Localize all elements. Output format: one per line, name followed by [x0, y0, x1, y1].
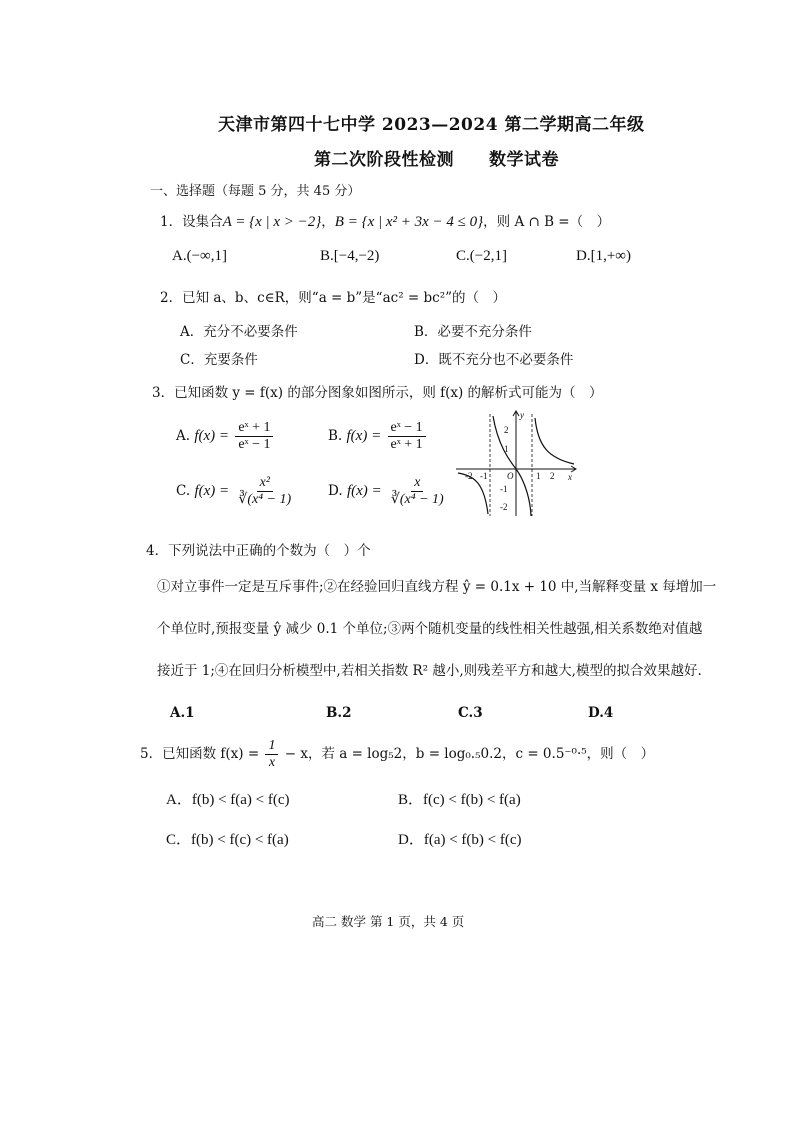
q3-option-b	[328, 420, 428, 453]
q1-option-a: A.(−∞,1]	[172, 248, 227, 264]
y-tick-neg1: -1	[500, 484, 508, 494]
q3-b-num: eˣ − 1	[388, 420, 426, 437]
y-axis-label: y	[520, 410, 524, 420]
q1-option-d: D.[1,+∞)	[576, 248, 631, 264]
q5-option-d: D．f(a) < f(b) < f(c)	[398, 832, 522, 848]
q1-set-b: B = {x | x² + 3x − 4 ≤ 0}	[334, 214, 484, 230]
q3-d-den: ∛(x⁴ − 1)	[390, 492, 444, 508]
q2-option-d: D．既不充分也不必要条件	[414, 352, 574, 368]
y-tick-1: 1	[504, 444, 509, 454]
question-1	[160, 210, 610, 231]
q3-d-num: x	[411, 475, 423, 492]
question-5	[140, 738, 654, 771]
q3-a-fraction	[235, 420, 273, 453]
q4-line-2: 个单位时,预报变量 ŷ 减少 0.1 个单位;③两个随机变量的线性相关性越强,相关系数绝对值越	[157, 621, 703, 637]
q5-den: x	[268, 755, 276, 771]
origin-label: O	[507, 471, 514, 481]
page-footer: 高二 数学 第 1 页，共 4 页	[312, 914, 465, 929]
q2-option-a: A．充分不必要条件	[180, 324, 298, 340]
q3-a-den: eˣ − 1	[238, 437, 271, 453]
q3-c-fraction	[235, 475, 294, 508]
q3-b-den: eˣ + 1	[390, 437, 423, 453]
q1-sep: ，	[321, 214, 335, 230]
x-tick-2: 2	[550, 471, 555, 481]
q4-option-b: B.2	[326, 705, 352, 721]
q1-option-c: C.(−2,1]	[456, 248, 507, 264]
x-tick-neg1: -1	[480, 471, 488, 481]
q3-function-graph	[452, 406, 582, 518]
exam-title: 天津市第四十七中学 2023—2024 第二学期高二年级	[218, 115, 645, 135]
question-2: 2．已知 a、b、c∈R，则“a = b”是“ac² = bc²”的（ ）	[160, 290, 507, 306]
q3-c-den: ∛(x⁴ − 1)	[238, 492, 292, 508]
y-tick-2: 2	[504, 425, 509, 435]
q5-fraction	[265, 738, 278, 771]
q2-option-c: C．充要条件	[180, 352, 258, 368]
q5-option-b: B．f(c) < f(b) < f(a)	[398, 792, 521, 808]
q3-c-label: C.	[176, 483, 191, 500]
q3-option-c	[176, 475, 296, 508]
section-heading: 一、选择题（每题 5 分，共 45 分）	[150, 184, 361, 199]
q3-c-num: x²	[257, 475, 273, 492]
q5-option-a: A．f(b) < f(a) < f(c)	[166, 792, 290, 808]
q4-line-3: 接近于 1;④在回归分析模型中,若相关指数 R² 越小,则残差平方和越大,模型的拟合效果越好.	[157, 663, 702, 679]
q2-option-b: B．必要不充分条件	[414, 324, 532, 340]
q5-prefix: 5．已知函数 f(x) =	[140, 746, 260, 763]
x-tick-neg2: -2	[465, 471, 473, 481]
curve-middle-branch	[493, 416, 531, 516]
q5-option-c: C．f(b) < f(c) < f(a)	[166, 832, 289, 848]
q4-option-c: C.3	[458, 705, 483, 721]
curve-right-branch	[535, 418, 574, 464]
x-axis-label: x	[568, 472, 572, 482]
q3-b-fraction	[388, 420, 426, 453]
q5-rest: − x，若 a = log₅2，b = log₀.₅0.2，c = 0.5⁻⁰·⁵，则（ ）	[284, 746, 655, 763]
exam-subtitle: 第二次阶段性检测 数学试卷	[314, 150, 559, 170]
q4-line-1: ①对立事件一定是互斥事件;②在经验回归直线方程 ŷ = 0.1x + 10 中,当解释变量 x 每增加一	[157, 579, 717, 595]
question-3: 3．已知函数 y = f(x) 的部分图象如图所示，则 f(x) 的解析式可能为（ ）	[152, 385, 603, 401]
q3-c-lhs: f(x) =	[194, 483, 230, 500]
q5-num: 1	[265, 738, 278, 755]
q1-prefix: 1．设集合	[160, 214, 223, 230]
q3-d-lhs: f(x) =	[346, 483, 382, 500]
question-4: 4．下列说法中正确的个数为（ ）个	[146, 543, 371, 559]
q3-option-d	[328, 475, 449, 508]
q3-a-num: eˣ + 1	[235, 420, 273, 437]
q3-b-label: B.	[328, 428, 343, 445]
q3-a-label: A.	[176, 428, 191, 445]
q1-option-b: B.[−4,−2)	[320, 248, 380, 264]
q3-d-label: D.	[328, 483, 343, 500]
q1-ask: ，则 A ∩ B =（ ）	[483, 214, 611, 230]
q3-b-lhs: f(x) =	[346, 428, 382, 445]
y-tick-neg2: -2	[500, 502, 508, 512]
q3-d-fraction	[388, 475, 447, 508]
q3-option-a	[176, 420, 275, 453]
q1-set-a: A = {x | x > −2}	[222, 214, 322, 230]
q4-option-d: D.4	[588, 705, 614, 721]
x-tick-1: 1	[536, 471, 541, 481]
q4-option-a: A.1	[170, 705, 195, 721]
q3-a-lhs: f(x) =	[194, 428, 230, 445]
